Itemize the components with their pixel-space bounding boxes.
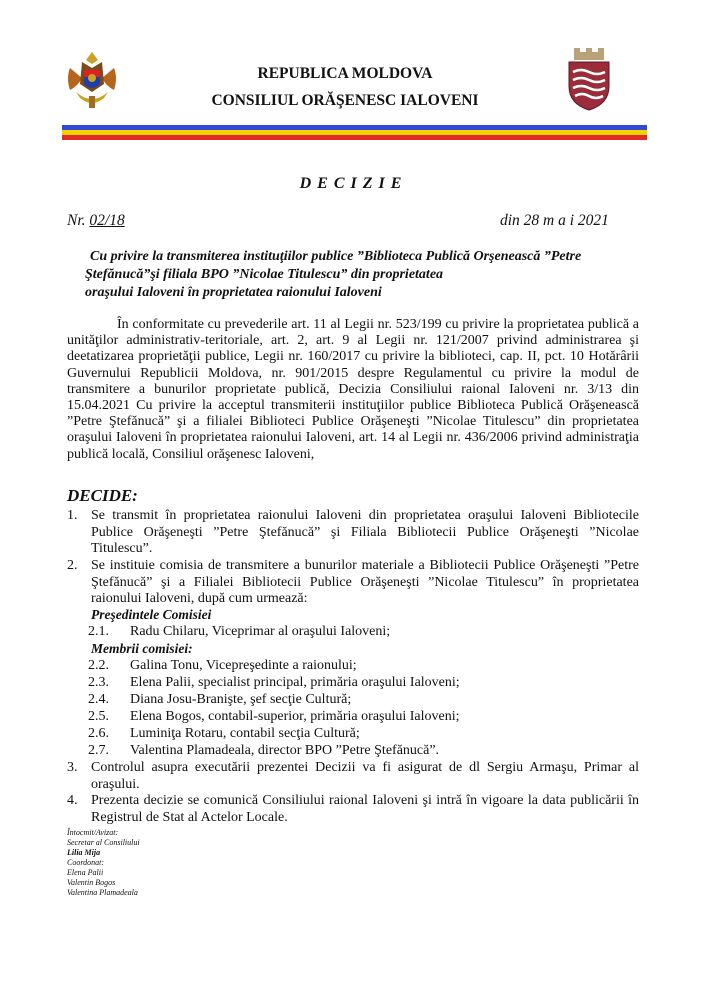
item-number: 3. [67, 760, 78, 775]
preamble-paragraph: În conformitate cu prevederile art. 11 al Legii nr. 523/199 cu privire la proprietatea publică a unităţilor administrativ-teritoriale, art. 2, art. 9 al Legii nr. 121/2007 privind administrarea şi deetatizarea proprietăţii publice, Legii nr. 160/2017 cu privire la biblioteci, cap. II, pct. 10 Hotărârii Guvernului Republicii Moldova, nr. 901/2015 despre Regulamentul cu privire la modul de transmitere a bunurilor proprietate publică, Decizia Consiliului raional Ialoveni nr. 3/13 din 15.04.2021 Cu privire la acceptul transmiterii instituţiilor publice Biblioteca Publică Orăşenească ”Petre Ştefănucă” şi a filialei Biblioteci Publice Orăşeneşti ”Nicolae Titulescu” din proprietatea oraşului Ialoveni în proprietatea raionului Ialoveni, art. 14 al Legii nr. 436/2006 privind administraţia publică locală, Consiliul orăşenesc Ialoveni, [67, 317, 639, 462]
commission-member-row [0, 743, 707, 760]
item-text: Se instituie comisia de transmitere a bunurilor materiale a Bibliotecii Publice Orăşeneşti ”Petre Ştefănucă” şi a Filialei Bibliotecii Publice Orăşeneşti ”Nicolae Titulescu” în proprietatea raionului Ialoveni, după cum urmează: [91, 558, 639, 606]
member-number: 2.7. [88, 743, 109, 758]
subject-line: Cu privire la transmiterea instituţiilor publice ”Biblioteca Publică Orşenească ”Petre [90, 249, 582, 264]
member-number: 2.5. [88, 709, 109, 724]
document-number-prefix: Nr. [67, 212, 86, 229]
item-text: Controlul asupra executării prezentei Decizii va fi asigurat de dl Sergiu Armaşu, Primar al oraşului. [91, 760, 639, 792]
header-country: REPUBLICA MOLDOVA [257, 65, 433, 82]
commission-member-row [0, 675, 707, 692]
signoff-line: Valentina Plamadeala [67, 888, 138, 897]
item-text: Prezenta decizie se comunică Consiliului raional Ialoveni şi intră în vigoare la data publicării în Registrul de Stat al Actelor Locale. [91, 793, 639, 825]
subject-line: oraşului Ialoveni în proprietatea raionului Ialoveni [85, 285, 382, 300]
signoff-line: Valentin Bogos [67, 878, 116, 887]
ialoveni-coat-of-arms-icon [566, 46, 612, 112]
decision-item [67, 558, 639, 608]
member-text: Galina Tonu, Vicepreşedinte a raionului; [130, 658, 357, 673]
subject-line: Ştefănucă”şi filiala BPO ”Nicolae Titulescu” din proprietatea [85, 267, 444, 282]
member-number: 2.1. [88, 624, 109, 639]
commission-chair-label: Preşedintele Comisiei [91, 607, 212, 622]
member-number: 2.6. [88, 726, 109, 741]
decision-item [67, 760, 639, 793]
signoff-line: Coordonat: [67, 858, 105, 867]
item-number: 1. [67, 508, 78, 523]
commission-member-row [0, 658, 707, 675]
member-text: Diana Josu-Branişte, şef secţie Cultură; [130, 692, 352, 707]
signoff-line: Secretar al Consiliului [67, 838, 140, 847]
signoff-line: Întocmit/Avizat: [67, 828, 119, 837]
document-title: DECIZIE [299, 175, 408, 192]
signoff-block [67, 828, 140, 898]
member-number: 2.4. [88, 692, 109, 707]
member-number: 2.2. [88, 658, 109, 673]
decision-item [67, 508, 639, 558]
header-council: CONSILIUL ORĂŞENESC IALOVENI [211, 92, 479, 109]
commission-member-row [0, 709, 707, 726]
document-date: din 28 m a i 2021 [500, 212, 609, 229]
member-text: Elena Palii, specialist principal, primăria oraşului Ialoveni; [130, 675, 460, 690]
member-text: Valentina Plamadeala, director BPO ”Petre Ştefănucă”. [130, 743, 440, 758]
item-number: 4. [67, 793, 78, 808]
document-subject [85, 248, 630, 302]
member-text: Elena Bogos, contabil-superior, primăria oraşului Ialoveni; [130, 709, 460, 724]
decision-item [67, 793, 639, 826]
member-number: 2.3. [88, 675, 109, 690]
signoff-line: Lilia Mija [67, 848, 101, 857]
member-text: Luminiţa Rotaru, contabil secţia Cultură; [130, 726, 360, 741]
document-number-value: 02/18 [89, 212, 125, 229]
item-text: Se transmit în proprietatea raionului Ialoveni din proprietatea oraşului Ialoveni Bibliotecile Publice Orăşeneşti ”Petre Ştefănucă” şi Filiala Bibliotecii Publice Orăşeneşti ”Nicolae Titulescu”. [91, 508, 639, 556]
item-number: 2. [67, 558, 78, 573]
commission-members-label: Membrii comisiei: [91, 641, 193, 656]
moldova-coat-of-arms-icon [64, 48, 120, 114]
commission-member-row [0, 624, 707, 641]
member-text: Radu Chilaru, Viceprimar al oraşului Ialoveni; [130, 624, 391, 639]
signoff-line: Elena Palii [67, 868, 104, 877]
commission-member-row [0, 726, 707, 743]
flag-stripe-red [62, 135, 647, 140]
decide-heading: DECIDE: [67, 486, 138, 505]
commission-member-row [0, 692, 707, 709]
document-number [67, 212, 125, 230]
